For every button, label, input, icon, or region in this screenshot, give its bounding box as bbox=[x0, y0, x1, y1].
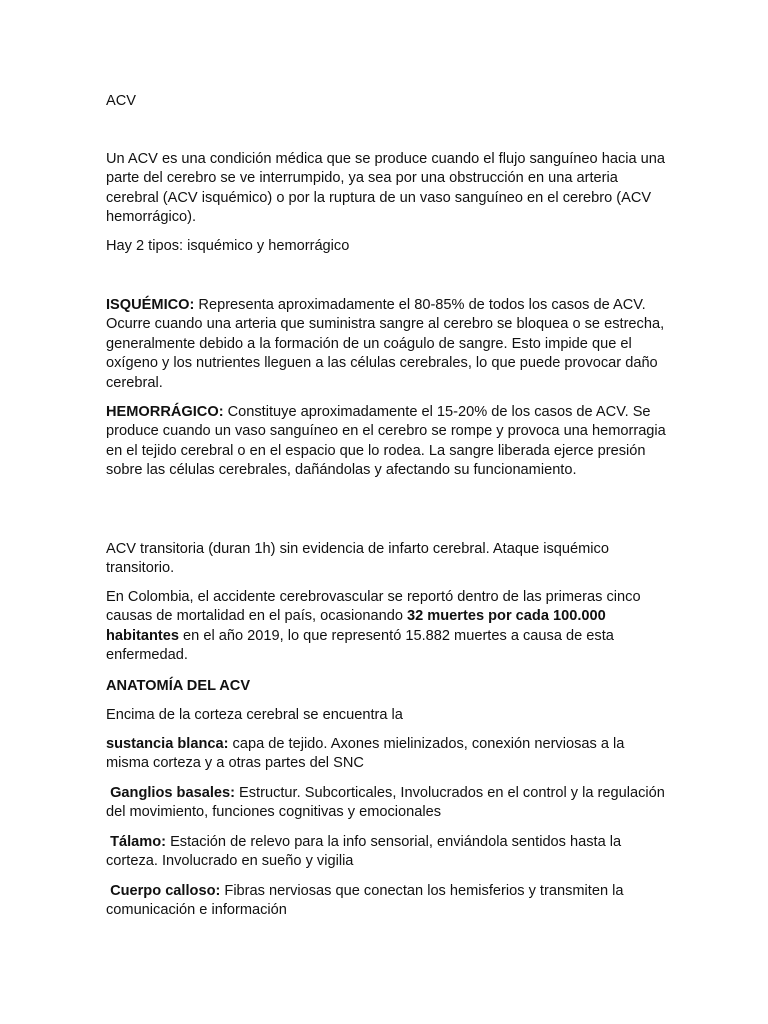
ganglios-paragraph bbox=[106, 784, 666, 823]
talamo-paragraph bbox=[106, 833, 666, 872]
ganglios-text: Estructur. Subcorticales, Involucrados en el control y la regulación del movimiento, funciones cognitivas y emocionales bbox=[106, 785, 665, 821]
hemorragico-text: Constituye aproximadamente el 15-20% de los casos de ACV. Se produce cuando un vaso sanguíneo en el cerebro se rompe y provoca una hemorragia en el tejido cerebral o en el espacio que lo rodea. La sangre liberada ejerce presión sobre las células cerebrales, dañándolas y afectando su funcionamiento. bbox=[106, 404, 666, 479]
colombia-highlight: 32 muertes por cada 100.000 habitantes bbox=[106, 608, 606, 644]
cuerpo-calloso-text: Fibras nerviosas que conectan los hemisferios y transmiten la comunicación e información bbox=[106, 883, 624, 919]
anatomy-heading: ANATOMÍA DEL ACV bbox=[106, 678, 251, 694]
intro-paragraph: Un ACV es una condición médica que se produce cuando el flujo sanguíneo hacia una parte del cerebro se ve interrumpido, ya sea por una obstrucción en una arteria cerebral (ACV isquémico) o por la ruptura de un vaso sanguíneo en el cerebro (ACV hemorrágico). bbox=[106, 151, 666, 226]
sustancia-blanca-term: sustancia blanca: bbox=[106, 736, 229, 752]
ganglios-term: Ganglios basales: bbox=[110, 785, 235, 801]
isquemico-text: Representa aproximadamente el 80-85% de todos los casos de ACV. Ocurre cuando una arteria que suministra sangre al cerebro se bloquea o se estrecha, generalmente debido a la formación de un coágulo de sangre. Esto impide que el oxígeno y los nutrientes lleguen a las células cerebrales, lo que puede provocar daño cerebral. bbox=[106, 297, 665, 391]
anatomy-intro: Encima de la corteza cerebral se encuentra la bbox=[106, 707, 403, 723]
sustancia-blanca-text: capa de tejido. Axones mielinizados, conexión nerviosas a la misma corteza y a otras partes del SNC bbox=[106, 736, 625, 772]
hemorragico-term: HEMORRÁGICO: bbox=[106, 404, 224, 420]
isquemico-term: ISQUÉMICO: bbox=[106, 297, 195, 313]
talamo-term: Tálamo: bbox=[110, 834, 167, 850]
cuerpo-calloso-term: Cuerpo calloso: bbox=[110, 883, 221, 899]
hemorragico-paragraph bbox=[106, 403, 666, 481]
document-title: ACV bbox=[106, 93, 137, 109]
sustancia-blanca-paragraph bbox=[106, 735, 666, 774]
colombia-text-after: en el año 2019, lo que representó 15.882 muertes a causa de esta enfermedad. bbox=[106, 627, 614, 664]
types-paragraph: Hay 2 tipos: isquémico y hemorrágico bbox=[106, 238, 350, 254]
talamo-text: Estación de relevo para la info sensorial, enviándola sentidos hasta la corteza. Involucrado en sueño y vigilia bbox=[106, 834, 622, 870]
isquemico-paragraph bbox=[106, 296, 666, 393]
cuerpo-calloso-paragraph bbox=[106, 882, 666, 921]
colombia-text-before: En Colombia, el accidente cerebrovascular se reportó dentro de las primeras cinco causas de mortalidad en el país, ocasionando bbox=[106, 589, 641, 625]
transitoria-paragraph: ACV transitoria (duran 1h) sin evidencia de infarto cerebral. Ataque isquémico transitorio. bbox=[106, 541, 609, 577]
colombia-paragraph bbox=[106, 588, 666, 666]
